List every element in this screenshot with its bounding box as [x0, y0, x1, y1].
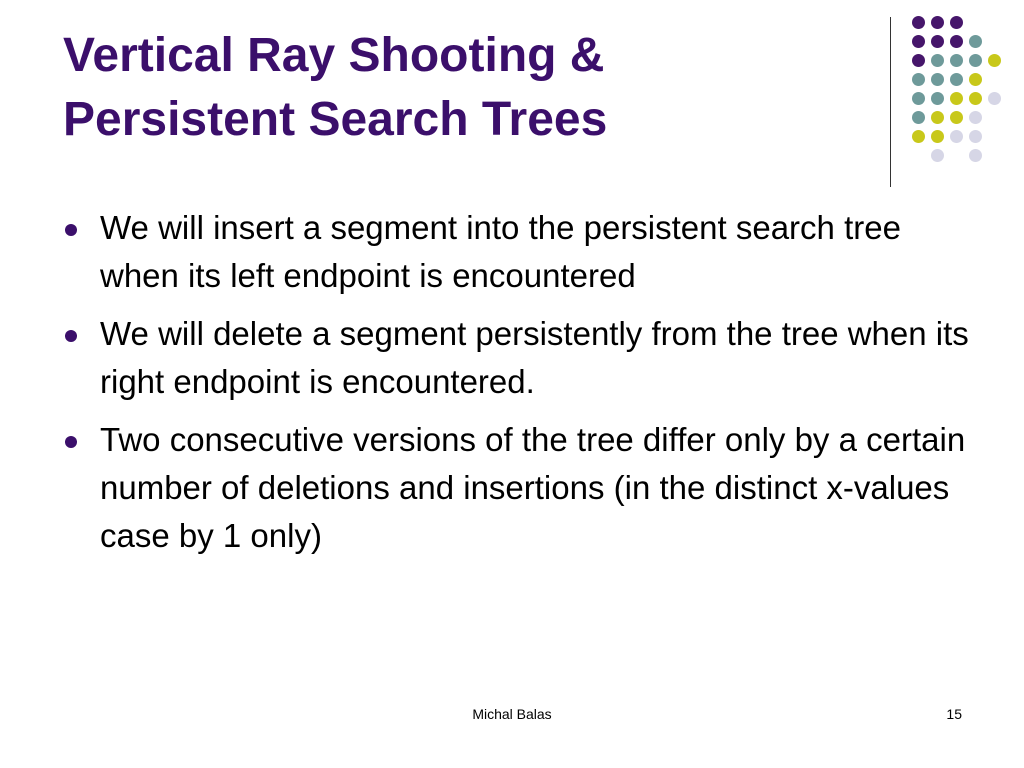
decorative-dot: [969, 130, 982, 143]
decorative-dot: [950, 111, 963, 124]
bullet-text: We will delete a segment persistently from the tree when its right endpoint is encountered.: [100, 315, 969, 400]
decorative-dot: [931, 16, 944, 29]
slide-title: [63, 24, 863, 152]
decorative-dot: [912, 54, 925, 67]
slide-title-line-2: Persistent Search Trees: [63, 93, 608, 146]
decorative-dot: [931, 149, 944, 162]
decorative-dot: [912, 130, 925, 143]
decorative-dot: [950, 73, 963, 86]
decorative-dot: [931, 92, 944, 105]
bullet-text: We will insert a segment into the persistent search tree when its left endpoint is encountered: [100, 209, 901, 294]
decorative-dot: [969, 73, 982, 86]
decorative-dot: [912, 35, 925, 48]
slide-number: 15: [946, 706, 962, 722]
decorative-dot: [912, 92, 925, 105]
bullet-item: [64, 310, 984, 406]
decorative-dot: [988, 92, 1001, 105]
decorative-dot: [931, 35, 944, 48]
decorative-dot: [912, 16, 925, 29]
decorative-dot: [969, 149, 982, 162]
title-divider-line: [890, 17, 891, 187]
decorative-dot: [931, 111, 944, 124]
bullet-dot-icon: [65, 330, 77, 342]
decorative-dot: [988, 54, 1001, 67]
decorative-dot: [931, 54, 944, 67]
decorative-dot: [969, 111, 982, 124]
bullet-dot-icon: [65, 436, 77, 448]
footer-author: Michal Balas: [472, 706, 552, 722]
bullet-item: [64, 204, 984, 300]
decorative-dot: [969, 92, 982, 105]
decorative-dot: [912, 111, 925, 124]
decorative-dot: [950, 16, 963, 29]
decorative-dot: [969, 54, 982, 67]
bullet-text: Two consecutive versions of the tree differ only by a certain number of deletions and insertions (in the distinct x-values case by 1 only): [100, 421, 966, 554]
bullet-list: [64, 204, 984, 570]
decorative-dot: [950, 54, 963, 67]
decorative-dot: [931, 130, 944, 143]
decorative-dot: [931, 73, 944, 86]
bullet-item: [64, 416, 984, 560]
decorative-dot: [950, 35, 963, 48]
slide-title-line-1: Vertical Ray Shooting &: [63, 29, 605, 82]
decorative-dot: [950, 92, 963, 105]
decorative-dot: [969, 35, 982, 48]
bullet-dot-icon: [65, 224, 77, 236]
decorative-dot: [950, 130, 963, 143]
decorative-dot: [912, 73, 925, 86]
